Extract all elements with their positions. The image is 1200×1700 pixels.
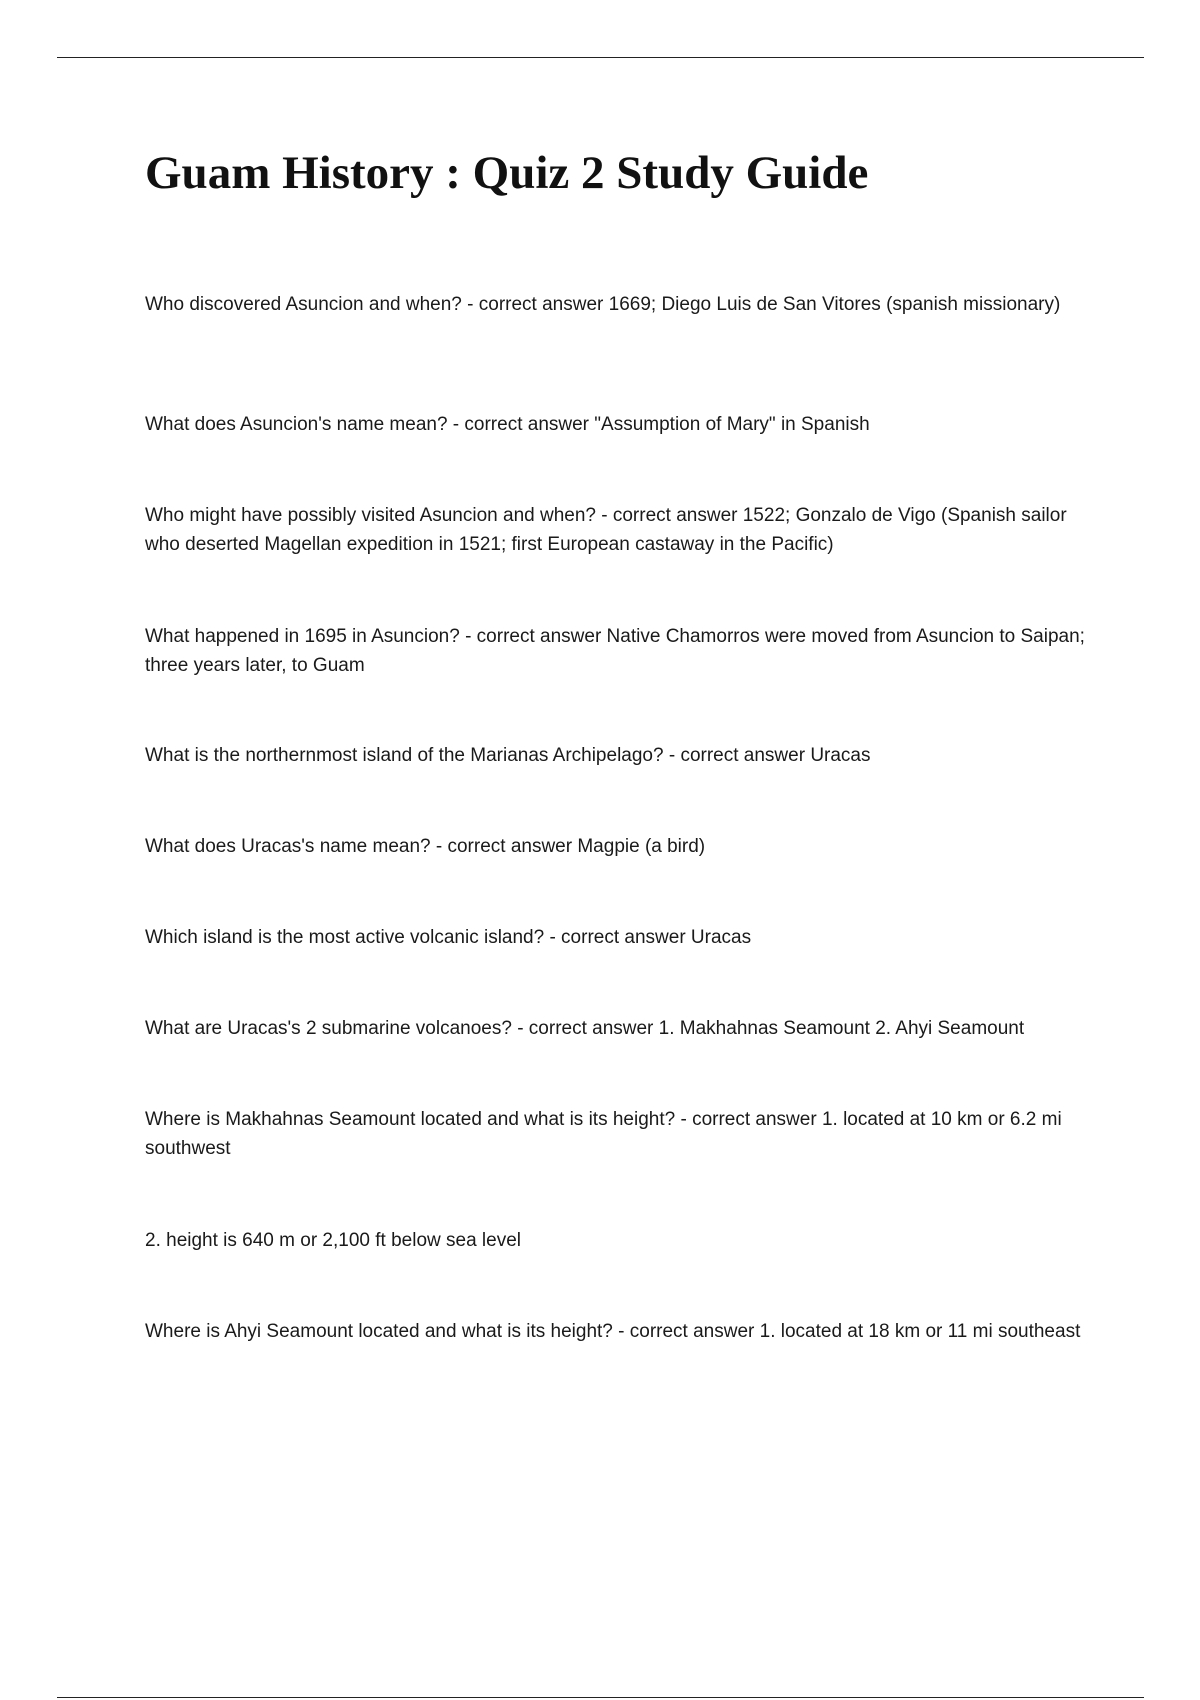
- qa-entry: Which island is the most active volcanic island? - correct answer Uracas: [145, 927, 752, 948]
- qa-entry: What happened in 1695 in Asuncion? - correct answer Native Chamorros were moved from Asuncion to Saipan; three years later, to Guam: [145, 626, 1085, 676]
- qa-entry: Where is Makhahnas Seamount located and what is its height? - correct answer 1. located at 10 km or 6.2 mi southwest: [145, 1109, 1062, 1159]
- qa-entry: Where is Ahyi Seamount located and what is its height? - correct answer 1. located at 18 km or 11 mi southeast: [145, 1321, 1081, 1342]
- qa-entry: What are Uracas's 2 submarine volcanoes? - correct answer 1. Makhahnas Seamount 2. Ahyi Seamount: [145, 1018, 1025, 1039]
- bottom-divider: [57, 1697, 1144, 1698]
- qa-entry: Who might have possibly visited Asuncion and when? - correct answer 1522; Gonzalo de Vigo (Spanish sailor who deserted Magellan expedition in 1521; first European castaway in the Pacific): [145, 505, 1067, 555]
- qa-entry: What does Asuncion's name mean? - correct answer "Assumption of Mary" in Spanish: [145, 414, 870, 435]
- qa-entry: 2. height is 640 m or 2,100 ft below sea level: [145, 1230, 522, 1251]
- qa-entry: Who discovered Asuncion and when? - correct answer 1669; Diego Luis de San Vitores (spanish missionary): [145, 294, 1061, 315]
- page-title: Guam History : Quiz 2 Study Guide: [145, 147, 869, 199]
- top-divider: [57, 57, 1144, 58]
- qa-entry: What is the northernmost island of the Marianas Archipelago? - correct answer Uracas: [145, 745, 871, 766]
- qa-entry: What does Uracas's name mean? - correct answer Magpie (a bird): [145, 836, 706, 857]
